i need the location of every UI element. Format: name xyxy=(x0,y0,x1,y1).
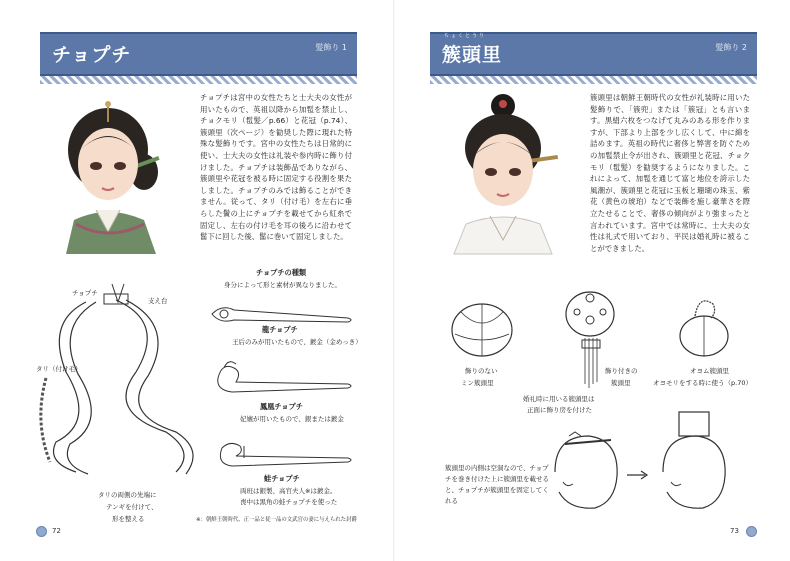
type-desc-frog-2: 喪中は黒角の蛙チョプチを使った xyxy=(240,498,338,506)
right-page xyxy=(395,0,790,561)
types-title: チョプチの種類 xyxy=(256,268,307,277)
label-tari-note-2: テンギを付けて、 xyxy=(106,503,158,511)
page-marker-dot xyxy=(746,526,757,537)
left-header-band xyxy=(40,32,357,76)
frog-chopchi-icon xyxy=(208,436,358,472)
title-ruby: ちょくとうり xyxy=(444,33,487,39)
label-support: 支え台 xyxy=(148,297,168,305)
inside-note: 簇頭里の内側は空洞なので、チョプチを巻き付けた上に簇頭里を載せると、チョプチが簇頭里を固定してくれる xyxy=(445,464,549,505)
phoenix-chopchi-icon xyxy=(208,358,358,398)
item-decorated-line2: 簇頭里 xyxy=(611,379,631,387)
label-tari: タリ（付け毛） xyxy=(36,365,82,373)
arrow-icon xyxy=(627,470,651,480)
type-desc-dragon: 王后のみが用いたもので、鍍金（金めっき） xyxy=(232,338,362,346)
type-name-frog: 蛙チョプチ xyxy=(264,474,300,483)
type-desc-phoenix: 妃嬪が用いたもので、銀または鍍金 xyxy=(240,415,344,423)
head-with-jokduri-icon xyxy=(653,408,733,512)
plain-jokduri-icon xyxy=(447,290,517,360)
oyeom-jokduri-icon xyxy=(669,290,739,360)
type-desc-frog-1: 両班は銀製、高官夫人※は鍍金。 xyxy=(240,487,337,495)
right-section-label: 髪飾り 2 xyxy=(715,43,747,52)
woman-portrait-jokduri xyxy=(444,92,562,254)
left-page-title: チョプチ xyxy=(52,44,132,66)
woman-portrait-chopchi xyxy=(52,92,170,254)
right-body-text: 簇頭里は朝鮮王朝時代の女性が礼装時に用いた髪飾りで、「簇兜」または「簇冠」とも言います。黒絹六枚をつなげて丸みのある形を作りますが、下部より上部を少し広くして、中に綿を詰めます。英祖の時代に奢侈と弊害を防ぐための加髢禁止令が出され、簇頭里と花冠、チョクモリ（髢髪）を勧奨するようになりました。これによって、加髢を通じて富と地位を誇示した風潮が、簇頭里と花冠に玉板と珊瑚の珠玉、紫花（黄色の琥珀）などで装飾を施し豪華さを際立たせることで、奢侈の傾向がより強まったと言われています。宮中では常時に、士大夫の女性は礼式で用いており、平民は婚礼時に被ることができました。 xyxy=(590,93,750,253)
label-chopchi: チョプチ xyxy=(72,289,98,297)
header-pattern xyxy=(430,76,757,84)
left-section-label: 髪飾り 1 xyxy=(315,43,347,52)
right-header-band xyxy=(430,32,757,76)
right-page-title: 簇頭里 xyxy=(442,44,503,66)
wedding-note-2: 正面に飾り房を付けた xyxy=(527,406,592,414)
page-marker-dot xyxy=(36,526,47,537)
page-number-left: 72 xyxy=(52,527,61,535)
item-oyeom-line2: オヨモリをする時に使う（p.70） xyxy=(653,379,752,387)
head-with-chopchi-icon xyxy=(545,422,625,512)
item-decorated-line1: 飾り付きの xyxy=(605,367,638,375)
footnote: ※：朝鮮王朝時代、正一品と従一品の文武官の妻に与えられた封爵 xyxy=(196,517,357,523)
chopchi-hair-diagram xyxy=(26,282,206,482)
item-plain-line2: ミン簇頭里 xyxy=(461,379,494,387)
item-oyeom-line1: オヨム簇頭里 xyxy=(690,367,729,375)
item-plain-line1: 飾りのない xyxy=(465,367,498,375)
label-tari-note-3: 形を整える xyxy=(112,515,145,523)
wedding-note-1: 婚礼時に用いる簇頭里は xyxy=(523,395,595,403)
types-subtitle: 身分によって形と素材が異なりました。 xyxy=(224,281,341,289)
left-body-text: チョプチは宮中の女性たちと士大夫の女性が用いたもので、英祖以降から加髢を禁止し、チョクモリ（髢髪／p.66）と花冠（p.74）、簇頭里（次ページ）を勧奨した際に現れた特殊な髪飾りです。宮中の女性たちは日常的に使い、士大夫の女性は礼装や参内時に飾り付けました。チョプチは装飾品でありながら、簇頭里や花冠を被る時に固定する役割を果たしました。チョプチのみでは飾ることができません。従って、タリ（付け毛）を左右に垂らした鬢の上にチョプチを載せてから紅糸で固定し、左右の付け毛を耳の後ろに沿わせて髷下に回した後、髷に巻いて固定しました。 xyxy=(200,93,352,242)
header-pattern xyxy=(40,76,357,84)
type-name-dragon: 龍チョプチ xyxy=(262,325,298,334)
label-tari-note-1: タリの両側の先端に xyxy=(98,491,157,499)
page-number-right: 73 xyxy=(730,527,739,535)
type-name-phoenix: 鳳凰チョプチ xyxy=(260,402,303,411)
